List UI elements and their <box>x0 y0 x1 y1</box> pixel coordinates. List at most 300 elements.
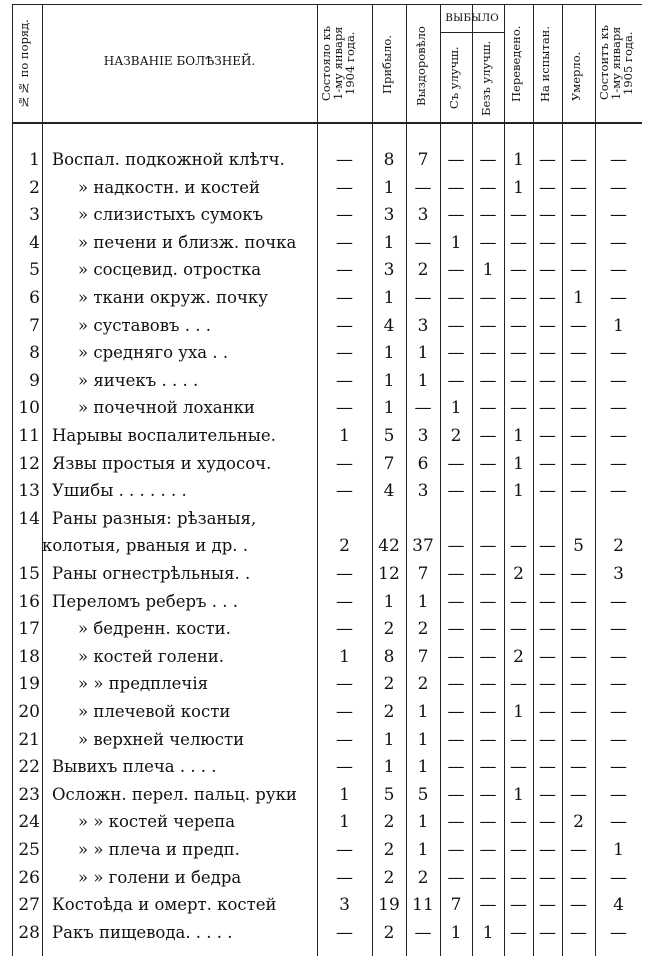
value-cell: — <box>610 591 627 612</box>
value-cell: — <box>447 315 465 336</box>
value-cell: — <box>336 398 353 419</box>
value-cell: — <box>447 564 465 584</box>
value-cell: — <box>447 619 465 640</box>
value-cell <box>440 506 472 532</box>
value-cell: — <box>539 674 556 695</box>
value-cell: 1 <box>513 702 524 722</box>
table-row <box>12 340 642 366</box>
disease-name: » печени и близж. почка <box>78 232 297 252</box>
value-cell: — <box>570 453 587 474</box>
value-cell: — <box>479 591 497 612</box>
value-cell: — <box>479 177 497 198</box>
value-cell: 7 <box>450 895 462 916</box>
value-cell: — <box>610 288 627 308</box>
value-cell: 7 <box>417 564 429 584</box>
value-cell: 1 <box>417 812 429 833</box>
header-name: НАЗВАНІЕ БОЛѢЗНЕЙ. <box>103 54 256 68</box>
value-cell: — <box>447 840 465 860</box>
value-cell: 12 <box>378 564 400 584</box>
value-cell: — <box>539 591 556 612</box>
header-remained: Состояло къ 1-му января 1904 года. <box>319 25 357 101</box>
value-cell: — <box>539 150 556 170</box>
value-cell: — <box>570 702 587 722</box>
row-number: 8 <box>29 343 40 364</box>
value-cell: — <box>510 840 527 860</box>
value-cell: — <box>539 177 556 198</box>
value-cell: — <box>570 867 587 888</box>
row-number <box>12 533 42 559</box>
value-cell: 1 <box>513 177 524 198</box>
disease-name: Осложн. перел. пальц. руки <box>52 784 297 804</box>
row-number: 3 <box>29 205 40 226</box>
value-cell: — <box>336 922 353 943</box>
value-cell: 1 <box>383 232 395 253</box>
header-unimproved: Безъ улучш. <box>479 40 493 116</box>
row-number: 22 <box>18 757 40 778</box>
value-cell: — <box>610 370 627 391</box>
value-cell: — <box>570 646 587 667</box>
value-cell: — <box>447 702 465 722</box>
value-cell: 2 <box>383 922 395 943</box>
disease-name: » костей голени. <box>78 646 225 666</box>
value-cell: — <box>336 867 353 888</box>
value-cell: — <box>539 205 556 226</box>
value-cell: — <box>570 591 587 612</box>
row-number: 7 <box>29 315 40 336</box>
value-cell: — <box>610 177 627 198</box>
table-row <box>12 533 642 559</box>
value-cell: — <box>510 895 527 916</box>
row-number: 11 <box>18 426 40 446</box>
value-cell: — <box>570 343 587 364</box>
value-cell: 3 <box>417 426 429 446</box>
value-cell: 1 <box>450 398 462 419</box>
value-cell: 2 <box>383 867 395 888</box>
value-cell: — <box>610 232 627 253</box>
value-cell: 2 <box>383 812 395 833</box>
value-cell: 2 <box>417 867 429 888</box>
disease-name: » суставовъ . . . <box>78 315 211 335</box>
table-row <box>12 809 642 835</box>
disease-name: Ушибы . . . . . . . <box>52 481 187 501</box>
header-transferred: Переведено. <box>509 25 523 103</box>
value-cell: 37 <box>412 536 434 557</box>
value-cell: 1 <box>383 288 395 308</box>
value-cell: — <box>336 232 353 253</box>
value-cell: — <box>539 232 556 253</box>
value-cell: 7 <box>383 453 395 474</box>
value-cell: — <box>570 481 587 502</box>
table-row <box>12 865 642 891</box>
value-cell: — <box>510 288 527 308</box>
table-row <box>12 561 642 587</box>
disease-name: » » голени и бедра <box>78 867 242 887</box>
value-cell: 4 <box>383 481 395 502</box>
table-row <box>12 920 642 946</box>
value-cell: 2 <box>613 536 624 557</box>
disease-name: Раны огнестрѣльныя. . <box>52 564 251 583</box>
value-cell: — <box>539 619 556 640</box>
value-cell: — <box>479 729 497 750</box>
value-cell: — <box>570 177 587 198</box>
row-number: 28 <box>18 922 40 943</box>
table-row <box>12 754 642 780</box>
table-row <box>12 368 642 394</box>
value-cell: — <box>539 260 556 281</box>
value-cell: — <box>479 619 497 640</box>
table-row <box>12 671 642 697</box>
value-cell: 1 <box>450 922 462 943</box>
value-cell: 1 <box>339 812 350 833</box>
value-cell: — <box>510 315 527 336</box>
value-cell: — <box>447 288 465 308</box>
table-row <box>12 285 642 311</box>
value-cell: — <box>479 895 497 916</box>
value-cell: — <box>539 729 556 750</box>
value-cell: — <box>447 453 465 474</box>
table-row <box>12 727 642 753</box>
value-cell: — <box>610 398 627 419</box>
value-cell: 4 <box>613 895 624 916</box>
value-cell: — <box>479 867 497 888</box>
table-row <box>12 230 642 256</box>
value-cell: — <box>570 729 587 750</box>
disease-name: Нарывы воспалительные. <box>52 426 276 445</box>
value-cell: 1 <box>482 260 494 281</box>
row-number: 5 <box>29 260 40 281</box>
table-row <box>12 892 642 918</box>
value-cell <box>562 506 595 532</box>
value-cell: — <box>447 150 465 170</box>
value-cell: — <box>570 674 587 695</box>
value-cell: 2 <box>573 812 584 833</box>
value-cell: — <box>539 536 556 557</box>
header-remain-end: Состоитъ къ 1-му января 1905 года. <box>597 25 635 101</box>
value-cell: — <box>539 895 556 916</box>
value-cell <box>372 506 406 532</box>
value-cell: — <box>539 702 556 722</box>
value-cell: — <box>336 564 353 584</box>
table-row <box>12 782 642 808</box>
value-cell: — <box>447 260 465 281</box>
value-cell: 5 <box>383 784 395 805</box>
table-row <box>12 202 642 228</box>
value-cell: 3 <box>613 564 624 584</box>
value-cell: — <box>610 426 627 446</box>
value-cell: — <box>510 343 527 364</box>
value-cell: — <box>570 784 587 805</box>
disease-name: Раны разныя: рѣзаныя, <box>52 508 257 528</box>
value-cell: — <box>570 232 587 253</box>
value-cell: — <box>414 288 432 308</box>
header-top-line <box>12 4 642 5</box>
value-cell <box>317 506 372 532</box>
value-cell: — <box>610 343 627 364</box>
value-cell: — <box>447 674 465 695</box>
disease-name: » надкостн. и костей <box>78 177 261 197</box>
disease-name: Костоѣда и омерт. костей <box>52 895 277 915</box>
disease-name: » слизистыхъ сумокъ <box>78 205 264 225</box>
table-row <box>12 313 642 339</box>
row-number: 15 <box>18 564 40 584</box>
row-number: 1 <box>29 150 40 170</box>
value-cell: — <box>570 398 587 419</box>
value-cell: 2 <box>417 260 429 281</box>
row-number: 20 <box>18 702 40 722</box>
table-row <box>12 147 642 173</box>
value-cell: 1 <box>482 922 494 943</box>
row-number: 12 <box>18 453 40 474</box>
value-cell: 1 <box>417 591 429 612</box>
table-row <box>12 451 642 477</box>
row-number: 6 <box>29 288 40 308</box>
value-cell: 3 <box>383 205 395 226</box>
value-cell: — <box>447 370 465 391</box>
value-cell: — <box>610 922 627 943</box>
value-cell: — <box>479 536 497 557</box>
value-cell: — <box>479 757 497 778</box>
table-row <box>12 644 642 670</box>
value-cell: — <box>510 757 527 778</box>
value-cell: 2 <box>513 564 524 584</box>
disease-name: » верхней челюсти <box>78 729 245 749</box>
value-cell: — <box>479 232 497 253</box>
value-cell: 2 <box>383 674 395 695</box>
value-cell: — <box>539 370 556 391</box>
value-cell: — <box>479 426 497 446</box>
value-cell: — <box>336 288 353 308</box>
row-number: 9 <box>29 370 40 391</box>
value-cell: 8 <box>383 646 395 667</box>
value-cell: — <box>539 840 556 860</box>
value-cell: — <box>414 232 432 253</box>
row-number: 16 <box>18 591 40 612</box>
disease-name: » почечной лоханки <box>78 398 255 418</box>
disease-name: » бедренн. кости. <box>78 619 231 639</box>
value-cell: 2 <box>417 674 429 695</box>
value-cell: — <box>610 646 627 667</box>
value-cell: 42 <box>378 536 400 557</box>
disease-name: Переломъ реберъ . . . <box>52 591 239 611</box>
disease-name: » » предплечія <box>78 674 209 694</box>
value-cell: 1 <box>573 288 584 308</box>
value-cell: — <box>610 205 627 226</box>
disease-name: » средняго уха . . <box>78 343 229 363</box>
value-cell: 1 <box>383 398 395 419</box>
value-cell: — <box>447 536 465 557</box>
value-cell: — <box>510 867 527 888</box>
value-cell: — <box>336 591 353 612</box>
value-cell: — <box>610 674 627 695</box>
value-cell: 3 <box>417 315 429 336</box>
value-cell: 5 <box>383 426 395 446</box>
value-cell: — <box>570 315 587 336</box>
header-untested: На испытан. <box>538 26 552 103</box>
value-cell: 1 <box>383 343 395 364</box>
value-cell: — <box>510 674 527 695</box>
row-number: 18 <box>18 646 40 667</box>
value-cell: — <box>336 757 353 778</box>
value-cell: — <box>336 729 353 750</box>
value-cell: 6 <box>417 453 429 474</box>
disease-name: » ткани окруж. почку <box>78 288 268 307</box>
value-cell: — <box>570 370 587 391</box>
row-number: 27 <box>18 895 40 916</box>
value-cell: — <box>510 812 527 833</box>
value-cell: — <box>336 343 353 364</box>
table-row <box>12 395 642 421</box>
disease-name: » яичекъ . . . . <box>78 370 199 390</box>
value-cell: — <box>570 150 587 170</box>
value-cell: 7 <box>417 150 429 170</box>
value-cell: — <box>336 674 353 695</box>
value-cell: — <box>447 729 465 750</box>
value-cell: — <box>610 784 627 805</box>
value-cell <box>406 506 440 532</box>
disease-name: » плечевой кости <box>78 702 231 721</box>
value-cell: — <box>336 619 353 640</box>
header-num: №№ по поряд. <box>17 19 31 109</box>
value-cell: — <box>414 177 432 198</box>
value-cell: 2 <box>417 619 429 640</box>
value-cell: — <box>610 702 627 722</box>
value-cell: 3 <box>417 481 429 502</box>
value-cell: — <box>570 426 587 446</box>
row-number: 23 <box>18 784 40 805</box>
value-cell: 5 <box>417 784 429 805</box>
value-cell: — <box>610 619 627 640</box>
disease-name: Вывихъ плеча . . . . <box>52 757 217 777</box>
value-cell: — <box>539 398 556 419</box>
value-cell: — <box>447 481 465 502</box>
value-cell: — <box>479 481 497 502</box>
value-cell: 2 <box>450 426 462 446</box>
value-cell: — <box>510 922 527 943</box>
value-cell: — <box>539 646 556 667</box>
value-cell: — <box>610 729 627 750</box>
row-number: 19 <box>18 674 40 695</box>
row-number: 25 <box>18 840 40 860</box>
value-cell: — <box>447 205 465 226</box>
row-number: 24 <box>18 812 40 833</box>
value-cell: — <box>479 370 497 391</box>
value-cell: 2 <box>513 646 524 667</box>
value-cell: — <box>539 426 556 446</box>
table-row <box>12 423 642 449</box>
row-number: 17 <box>18 619 40 640</box>
value-cell: — <box>570 922 587 943</box>
value-cell: 5 <box>573 536 584 557</box>
value-cell: 1 <box>339 784 350 805</box>
value-cell: 1 <box>417 370 429 391</box>
disease-name: » » плеча и предп. <box>78 840 240 859</box>
value-cell: 19 <box>378 895 400 916</box>
table-row <box>12 175 642 201</box>
table-row <box>12 478 642 504</box>
table-row <box>12 506 642 532</box>
disease-name: Воспал. подкожной клѣтч. <box>52 150 285 169</box>
header-left-group: ВЫБЫЛО <box>445 12 499 24</box>
value-cell: 1 <box>417 840 429 860</box>
value-cell: 2 <box>383 619 395 640</box>
header-recovered: Выздоровѣло <box>414 26 428 106</box>
value-cell: — <box>447 343 465 364</box>
row-number: 26 <box>18 867 40 888</box>
value-cell: — <box>414 398 432 419</box>
value-cell: — <box>610 453 627 474</box>
value-cell: — <box>479 150 497 170</box>
value-cell: — <box>570 840 587 860</box>
value-cell: 4 <box>383 315 395 336</box>
disease-name: колотыя, рваныя и др. . <box>42 536 248 556</box>
value-cell: 1 <box>613 315 624 336</box>
value-cell: — <box>479 702 497 722</box>
disease-name: Ракъ пищевода. . . . . <box>52 922 233 942</box>
value-cell: — <box>479 784 497 805</box>
value-cell: — <box>447 757 465 778</box>
value-cell: 3 <box>417 205 429 226</box>
value-cell: — <box>539 315 556 336</box>
value-cell: 7 <box>417 646 429 667</box>
value-cell: 1 <box>417 702 429 722</box>
value-cell: — <box>570 260 587 281</box>
value-cell: — <box>336 177 353 198</box>
disease-name: Язвы простыя и худосоч. <box>52 453 272 473</box>
table-row <box>12 699 642 725</box>
value-cell: — <box>510 260 527 281</box>
value-cell: 1 <box>383 177 395 198</box>
row-number: 14 <box>18 508 40 529</box>
value-cell: — <box>447 784 465 805</box>
disease-name: » сосцевид. отростка <box>78 260 262 280</box>
row-number: 21 <box>18 729 40 750</box>
value-cell <box>533 506 562 532</box>
value-cell: — <box>570 757 587 778</box>
value-cell: — <box>479 812 497 833</box>
value-cell: 1 <box>417 343 429 364</box>
value-cell: — <box>539 812 556 833</box>
value-cell: 1 <box>613 840 624 860</box>
value-cell: — <box>447 177 465 198</box>
value-cell: — <box>336 453 353 474</box>
value-cell: — <box>570 895 587 916</box>
value-cell: — <box>479 453 497 474</box>
value-cell: 1 <box>383 591 395 612</box>
value-cell: — <box>447 867 465 888</box>
value-cell: 2 <box>383 840 395 860</box>
row-number: 13 <box>18 481 40 502</box>
value-cell: — <box>479 840 497 860</box>
value-cell: 1 <box>383 757 395 778</box>
value-cell: — <box>479 674 497 695</box>
statistics-table <box>12 4 642 956</box>
row-number: 10 <box>18 398 40 419</box>
value-cell: — <box>510 205 527 226</box>
header-bottom-line <box>12 122 642 124</box>
value-cell: 1 <box>513 150 524 170</box>
group-line <box>440 32 504 33</box>
value-cell: — <box>570 205 587 226</box>
value-cell: — <box>539 922 556 943</box>
value-cell: — <box>479 288 497 308</box>
header-improved: Съ улучш. <box>447 46 461 110</box>
value-cell: 1 <box>339 426 350 446</box>
value-cell <box>472 506 504 532</box>
value-cell: — <box>610 481 627 502</box>
value-cell: — <box>610 150 627 170</box>
value-cell: 1 <box>383 729 395 750</box>
value-cell: — <box>539 564 556 584</box>
